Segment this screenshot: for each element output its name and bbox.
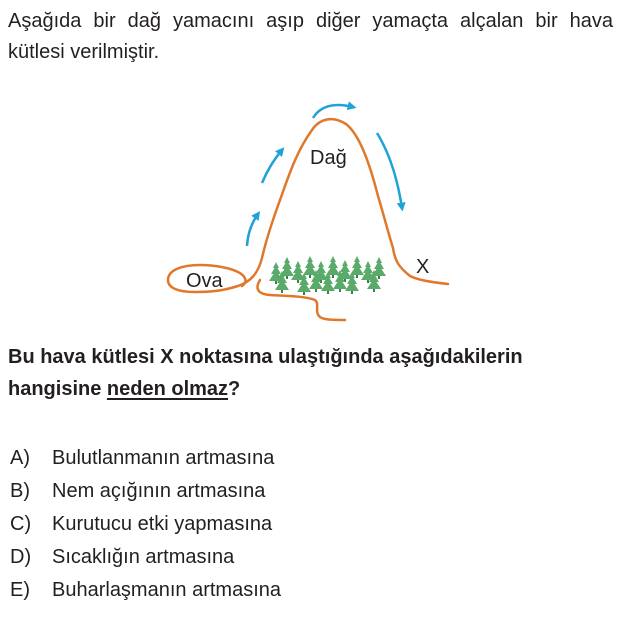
question-text: Bu hava kütlesi X noktasına ulaştığında aşağıdakilerin hangisine neden olmaz?	[8, 346, 523, 400]
mountain-label: Dağ	[310, 147, 347, 169]
option-b[interactable]: B) Nem açığının artmasına	[10, 480, 266, 502]
arrow-top-icon	[313, 105, 353, 118]
option-e[interactable]: E) Buharlaşmanın artmasına	[10, 579, 282, 601]
plain-label: Ova	[186, 270, 223, 292]
point-x-label: X	[416, 256, 430, 278]
answer-options	[10, 442, 281, 607]
option-d[interactable]: D) Sıcaklığın artmasına	[10, 546, 235, 568]
option-a[interactable]: A) Bulutlanmanın artmasına	[10, 447, 275, 469]
option-c[interactable]: C) Kurutucu etki yapmasına	[10, 513, 273, 535]
arrow-up-1-icon	[247, 214, 258, 246]
emphasis-underline: neden olmaz	[106, 378, 229, 400]
arrow-down-icon	[377, 133, 402, 208]
arrow-up-2-icon	[262, 150, 282, 183]
forest-icon	[269, 256, 386, 295]
intro-text: Aşağıda bir dağ yamacını aşıp diğer yamaçta alçalan bir hava kütlesi verilmiştir.	[8, 10, 613, 63]
